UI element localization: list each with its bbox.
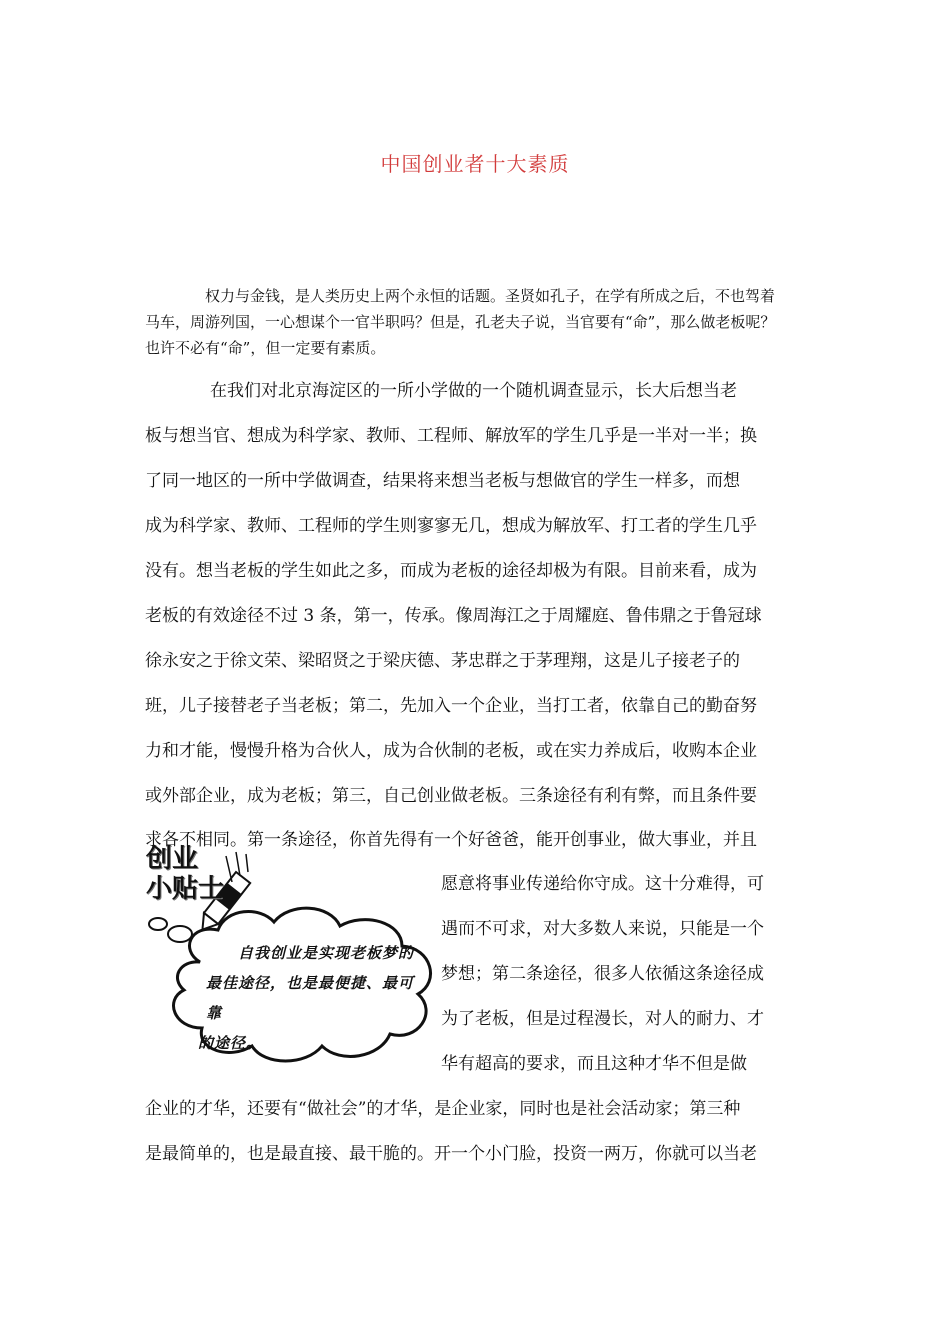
body-line: 徐永安之于徐文荣、梁昭贤之于梁庆德、茅忠群之于茅理翔，这是儿子接老子的: [145, 651, 740, 671]
body-line: 求各不相同。第一条途径，你首先得有一个好爸爸，能开创事业，做大事业，并且: [145, 830, 757, 850]
body-line: 在我们对北京海淀区的一所小学做的一个随机调查显示，长大后想当老: [210, 381, 737, 401]
sticker-title: 创业 小贴士: [146, 844, 225, 904]
body-line: 成为科学家、教师、工程师的学生则寥寥无几，想成为解放军、打工者的学生几乎: [145, 516, 757, 536]
body-line: 是最简单的，也是最直接、最干脆的。开一个小门脸，投资一两万，你就可以当老: [145, 1144, 757, 1164]
body-line: 班，儿子接替老子当老板；第二，先加入一个企业，当打工者，依靠自己的勤奋努: [145, 696, 757, 716]
body-line: 老板的有效途径不过 3 条，第一，传承。像周海江之于周耀庭、鲁伟鼎之于鲁冠球: [145, 606, 762, 626]
body-line: 力和才能，慢慢升格为合伙人，成为合伙制的老板，或在实力养成后，收购本企业: [145, 741, 757, 761]
side-line: 为了老板，但是过程漫长，对人的耐力、才: [441, 1009, 764, 1029]
body-line: 板与想当官、想成为科学家、教师、工程师、解放军的学生几乎是一半对一半；换: [145, 426, 757, 446]
side-line: 愿意将事业传递给你守成。这十分难得，可: [441, 874, 764, 894]
intro-line: 权力与金钱，是人类历史上两个永恒的话题。圣贤如孔子，在学有所成之后，不也驾着: [205, 287, 776, 305]
sticker-note: 自我创业是实现老板梦的 最佳途径，也是最便捷、最可靠 的途径。: [198, 944, 415, 1052]
intro-line: 马车，周游列国，一心想谋个一官半职吗？但是，孔老夫子说，当官要有“命”，那么做老板呢？: [145, 313, 776, 331]
body-line: 或外部企业，成为老板；第三，自己创业做老板。三条途径有利有弊，而且条件要: [145, 786, 757, 806]
side-line: 梦想；第二条途径，很多人依循这条途径成: [441, 964, 764, 984]
side-line: 遇而不可求，对大多数人来说，只能是一个: [441, 919, 764, 939]
intro-paragraph: [145, 283, 825, 361]
body-line: 了同一地区的一所中学做调查，结果将来想当老板与想做官的学生一样多，而想: [145, 471, 740, 491]
document-title: 中国创业者十大素质: [380, 152, 570, 176]
intro-line: 也许不必有“命”，但一定要有素质。: [145, 339, 386, 357]
tips-sticker: [140, 842, 440, 1072]
body-line: 没有。想当老板的学生如此之多，而成为老板的途径却极为有限。目前来看，成为: [145, 561, 757, 581]
body-line: 企业的才华，还要有“做社会”的才华，是企业家，同时也是社会活动家；第三种: [145, 1099, 741, 1119]
side-line: 华有超高的要求，而且这种才华不但是做: [441, 1054, 747, 1074]
